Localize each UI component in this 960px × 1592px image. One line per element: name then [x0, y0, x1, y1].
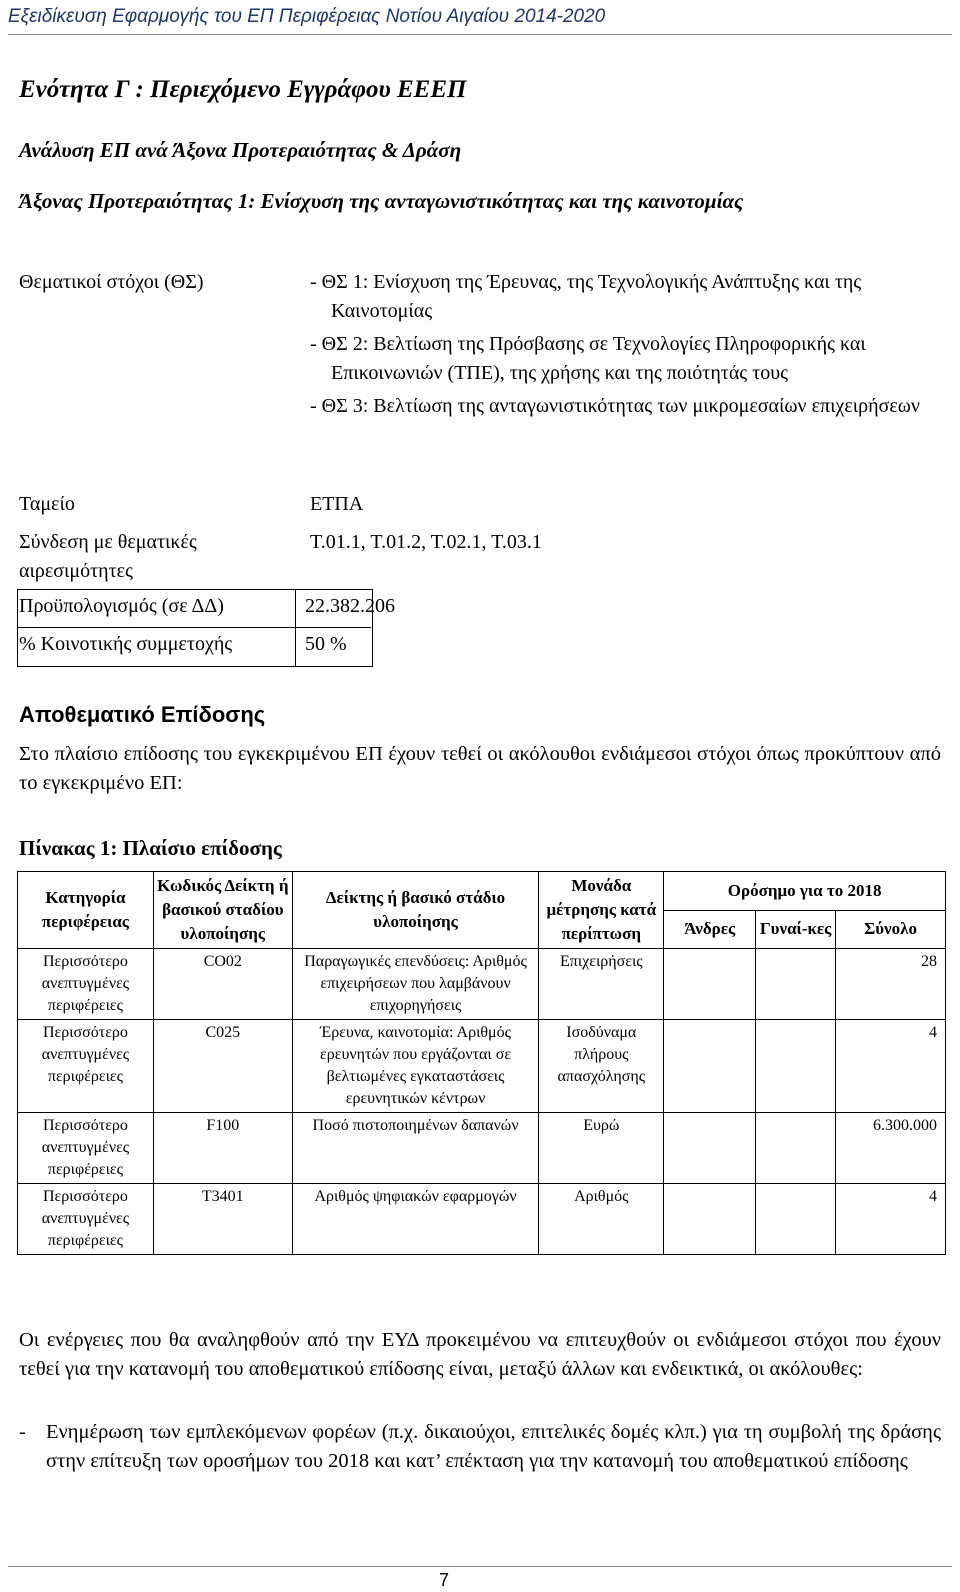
axis-heading: Άξονας Προτεραιότητας 1: Ενίσχυση της ανταγωνιστικότητας και της καινοτομίας — [19, 189, 744, 213]
budget-column-divider — [295, 589, 296, 667]
header-indicator: Δείκτης ή βασικό στάδιο υλοποίησης — [292, 872, 539, 949]
cell-women — [756, 1020, 836, 1113]
header-unit: Μονάδα μέτρησης κατά περίπτωση — [539, 872, 664, 949]
page-header: Εξειδίκευση Εφαρμογής του ΕΠ Περιφέρειας Νοτίου Αιγαίου 2014-2020 — [8, 6, 606, 27]
fund-value: ΕΤΠΑ — [310, 493, 364, 515]
cell-category: Περισσότερο ανεπτυγμένες περιφέρειες — [18, 1113, 154, 1184]
link-label: Σύνδεση με θεματικές αιρεσιμότητες — [19, 531, 197, 582]
cell-total: 4 — [836, 1020, 946, 1113]
cell-indicator: Παραγωγικές επενδύσεις: Αριθμός επιχειρήσεων που λαμβάνουν επιχορηγήσεις — [292, 949, 539, 1020]
cell-total: 28 — [836, 949, 946, 1020]
cell-total: 4 — [836, 1184, 946, 1255]
header-women: Γυναί-κες — [756, 910, 836, 949]
header-milestone: Ορόσημο για το 2018 — [664, 872, 946, 911]
cell-code: F100 — [153, 1113, 292, 1184]
thematic-objectives-label: Θεματικοί στόχοι (ΘΣ) — [19, 271, 204, 293]
thematic-objectives-list — [310, 268, 950, 425]
reserve-intro: Στο πλαίσιο επίδοσης του εγκεκριμένου ΕΠ έχουν τεθεί οι ακόλουθοι ενδιάμεσοι στόχοι όπως προκύπτουν από το εγκεκριμένο ΕΠ: — [19, 743, 941, 794]
budget-divider — [17, 627, 371, 628]
header-divider — [8, 34, 952, 35]
cofinancing-value: 50 % — [305, 633, 347, 655]
cell-category: Περισσότερο ανεπτυγμένες περιφέρειες — [18, 949, 154, 1020]
cell-indicator: Έρευνα, καινοτομία: Αριθμός ερευνητών που εργάζονται σε βελτιωμένες εγκαταστάσεις ερευνητικών κέντρων — [292, 1020, 539, 1113]
link-value: Τ.01.1, Τ.01.2, Τ.02.1, Τ.03.1 — [310, 531, 542, 553]
cell-category: Περισσότερο ανεπτυγμένες περιφέρειες — [18, 1184, 154, 1255]
thematic-objective: - ΘΣ 2: Βελτίωση της Πρόσβασης σε Τεχνολογίες Πληροφορικής και Επικοινωνιών (ΤΠΕ), της χρήσης και της ποιότητάς τους — [310, 333, 866, 384]
table-row — [18, 1184, 946, 1255]
table-row — [18, 1020, 946, 1113]
thematic-objective: - ΘΣ 3: Βελτίωση της ανταγωνιστικότητας των μικρομεσαίων επιχειρήσεων — [310, 395, 920, 417]
header-category: Κατηγορία περιφέρειας — [18, 872, 154, 949]
cell-total: 6.300.000 — [836, 1113, 946, 1184]
cell-code: C025 — [153, 1020, 292, 1113]
cell-men — [664, 1020, 756, 1113]
table-header-row — [18, 872, 946, 911]
closing-paragraph: Οι ενέργειες που θα αναληφθούν από την ΕΥΔ προκειμένου να επιτευχθούν οι ενδιάμεσοι στόχοι που έχουν τεθεί για την κατανομή του αποθεματικού επίδοσης είναι, μεταξύ άλλων και ενδεικτικά, οι ακόλουθες: — [19, 1329, 941, 1380]
fund-label: Ταμείο — [19, 493, 75, 515]
section-heading: Ενότητα Γ : Περιεχόμενο Εγγράφου ΕΕΕΠ — [19, 76, 467, 103]
cell-code: CO02 — [153, 949, 292, 1020]
footer-divider — [8, 1566, 952, 1567]
cell-unit: Αριθμός — [539, 1184, 664, 1255]
cell-category: Περισσότερο ανεπτυγμένες περιφέρειες — [18, 1020, 154, 1113]
table-row — [18, 949, 946, 1020]
cell-men — [664, 1184, 756, 1255]
budget-label: Προϋπολογισμός (σε ΔΔ) — [19, 595, 224, 617]
budget-value: 22.382.206 — [305, 595, 395, 617]
bullet-mark: - — [19, 1421, 26, 1443]
cell-women — [756, 1184, 836, 1255]
bullet-item: Ενημέρωση των εμπλεκόμενων φορέων (π.χ. δικαιούχοι, επιτελικές δομές κλπ.) για τη συμβολή της δράσης στην επίτευξη των οροσήμων του 2018 και κατ’ επέκταση για την κατανομή του αποθεματικού επίδοσης — [46, 1421, 941, 1472]
page-number: 7 — [438, 1570, 449, 1590]
cell-unit: Ευρώ — [539, 1113, 664, 1184]
table-title: Πίνακας 1: Πλαίσιο επίδοσης — [19, 836, 282, 860]
cell-unit: Ισοδύναμα πλήρους απασχόλησης — [539, 1020, 664, 1113]
cofinancing-label: % Κοινοτικής συμμετοχής — [19, 633, 233, 655]
header-men: Άνδρες — [664, 910, 756, 949]
cell-unit: Επιχειρήσεις — [539, 949, 664, 1020]
thematic-objective: - ΘΣ 1: Ενίσχυση της Έρευνας, της Τεχνολογικής Ανάπτυξης και της Καινοτομίας — [310, 271, 862, 322]
header-total: Σύνολο — [836, 910, 946, 949]
cell-indicator: Αριθμός ψηφιακών εφαρμογών — [292, 1184, 539, 1255]
cell-indicator: Ποσό πιστοποιημένων δαπανών — [292, 1113, 539, 1184]
analysis-heading: Ανάλυση ΕΠ ανά Άξονα Προτεραιότητας & Δράση — [19, 138, 462, 162]
cell-men — [664, 1113, 756, 1184]
reserve-title: Αποθεματικό Επίδοσης — [19, 702, 266, 727]
performance-table — [17, 871, 946, 1255]
cell-men — [664, 949, 756, 1020]
cell-women — [756, 1113, 836, 1184]
cell-women — [756, 949, 836, 1020]
header-code: Κωδικός Δείκτη ή βασικού σταδίου υλοποίησης — [153, 872, 292, 949]
cell-code: T3401 — [153, 1184, 292, 1255]
table-row — [18, 1113, 946, 1184]
